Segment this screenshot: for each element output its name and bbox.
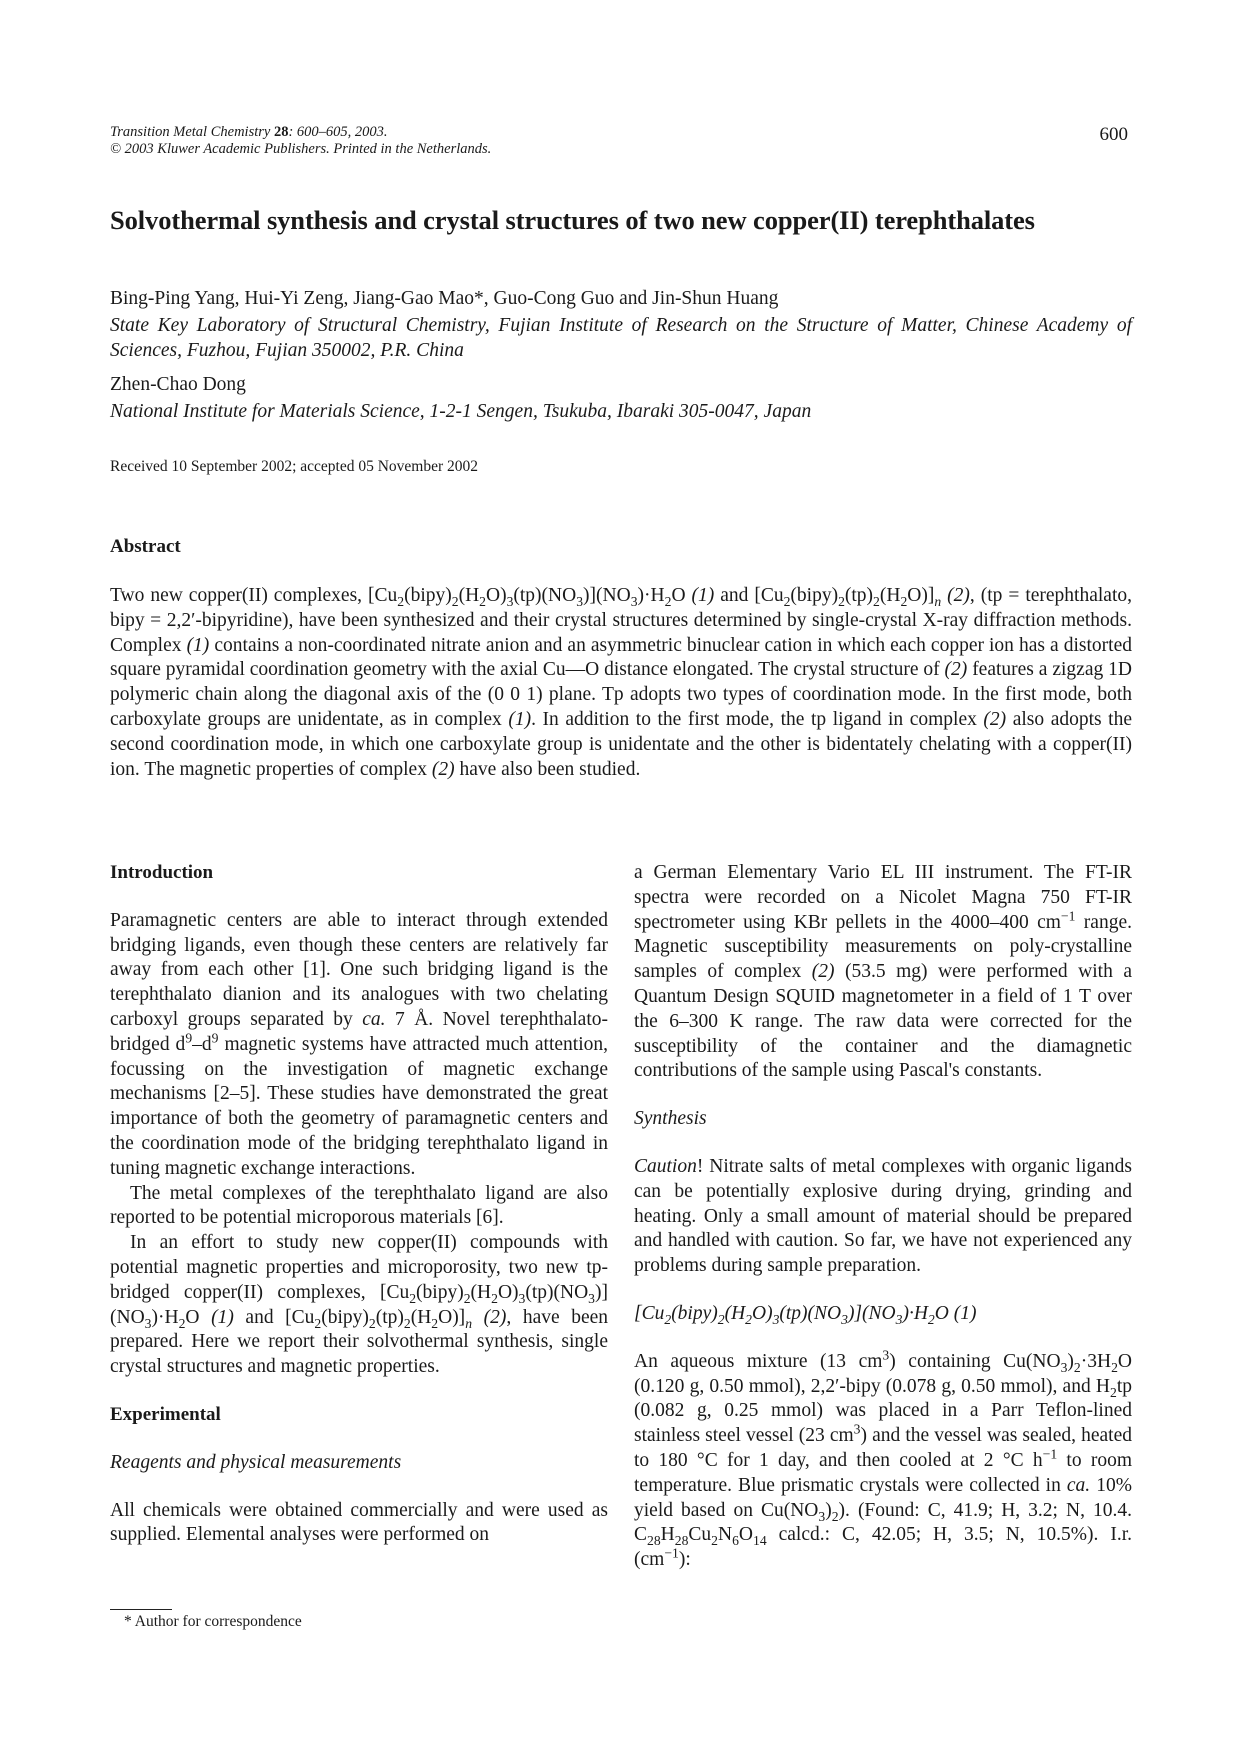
caution-paragraph: Caution! Nitrate salts of metal complexes with organic ligands can be potentially explosive during drying, grinding and heating. Only a small amount of material should be prepared and handled with caution. So far, we have not experienced any problems during sample preparation. (634, 1155, 1132, 1277)
author-list-2: Zhen-Chao Dong (110, 374, 246, 395)
affiliation-2: National Institute for Materials Science, 1-2-1 Sengen, Tsukuba, Ibaraki 305-0047, Japan (110, 401, 812, 422)
compound-1-heading: $[Cu_2(bipy)_2(H_2O)_3(tp)(NO_3)](NO_3)\cdot H_2O$ (1) (634, 1302, 977, 1327)
left-column (110, 861, 608, 1548)
synthesis-heading: Synthesis (634, 1108, 707, 1130)
intro-paragraph-1: Paramagnetic centers are able to interact through extended bridging ligands, even though these centers are relatively far away from each other [1]. One such bridging ligand is the terephthalato dianion and its analogues with two chelating carboxyl groups separated by ca. 7 Å. Novel terephthalato-bridged $d^9-d^9$ magnetic systems have attracted much attention, focussing on the investigation of magnetic exchange mechanisms [2–5]. These studies have demonstrated the great importance of both the geometry of paramagnetic centers and the coordination mode of the bridging terephthalato ligand in tuning magnetic exchange interactions. (110, 909, 608, 1179)
experimental-heading: Experimental (110, 1403, 221, 1425)
reagents-heading: Reagents and physical measurements (110, 1451, 402, 1473)
preparation-paragraph: An aqueous mixture (13 $cm^3$) containing $Cu(NO_3)_2\cdot 3H_2O$ (0.120 g, 0.50 mmol), 2,2′-bipy (0.078 g, 0.50 mmol), and $H_2tp$ (0.082 g, 0.25 mmol) was placed in a Parr Teflon-lined stainless steel vessel (23 $cm^3$) and the vessel was sealed, heated to 180 °C for 1 day, and then cooled at 2 °C $h^{-1}$ to room temperature. Blue prismatic crystals were collected in ca. 10% yield based on $Cu(NO_3)_2$). (Found: C, 41.9; H, 3.2; N, 10.4. $C_{28}H_{28}Cu_2N_6O_{14}$ calcd.: C, 42.05; H, 3.5; N, 10.5%). I.r. $(cm^{-1})$: (634, 1347, 1133, 1571)
introduction-heading: Introduction (110, 862, 214, 883)
reagents-paragraph: All chemicals were obtained commercially and were used as supplied. Elemental analyses were performed on (110, 1499, 608, 1546)
footnote-rule (110, 1609, 172, 1610)
footnote: * Author for correspondence (124, 1613, 302, 1630)
abstract-heading: Abstract (110, 536, 181, 557)
page-number: 600 (1099, 124, 1128, 145)
methods-paragraph: a German Elementary Vario EL III instrument. The FT-IR spectra were recorded on a Nicolet Magna 750 FT-IR spectrometer using KBr pellets in the 4000–400 $cm^{-1}$ range. Magnetic susceptibility measurements on poly-crystalline samples of complex (2) (53.5 mg) were performed with a Quantum Design SQUID magnetometer in a field of 1 T over the 6–300 K range. The raw data were corrected for the susceptibility of the container and the diamagnetic contributions of the sample using Pascal's constants. (634, 862, 1132, 1082)
affiliation: State Key Laboratory of Structural Chemistry, Fujian Institute of Research on the Structure of Matter, Chinese Academy of Sciences, Fuzhou, Fujian 350002, P.R. China (110, 315, 1132, 361)
intro-paragraph-3: In an effort to study new copper(II) compounds with potential magnetic properties and microporosity, two new tp-bridged copper(II) complexes, $[Cu_2(bipy)_2(H_2O)_3(tp)(NO_3)](NO_3)\cdot H_2O$ (1) and $[Cu_2(bipy)_2(tp)_2(H_2O)]_n$ (2), have been prepared. Here we report their solvothermal synthesis, single crystal structures and magnetic properties. (110, 1232, 609, 1378)
author-list: Bing-Ping Yang, Hui-Yi Zeng, Jiang-Gao Mao*, Guo-Cong Guo and Jin-Shun Huang (110, 288, 779, 309)
received-dates: Received 10 September 2002; accepted 05 November 2002 (110, 458, 479, 475)
abstract-body: Two new copper(II) complexes, $[Cu_2(bipy)_2(H_2O)_3(tp)(NO_3)](NO_3)\cdot H_2O$ (1) and $[Cu_2(bipy)_2(tp)_2(H_2O)]_n$ (2), (tp = terephthalato, bipy = 2,2′-bipyridine), have been synthesized and their crystal structures determined by single-crystal X-ray diffraction methods. Complex (1) contains a non-coordinated nitrate anion and an asymmetric binuclear cation in which each copper ion has a distorted square pyramidal coordination geometry with the axial Cu—O distance elongated. The crystal structure of (2) features a zigzag 1D polymeric chain along the diagonal axis of the (0 0 1) plane. Tp adopts two types of coordination mode. In the first mode, both carboxylate groups are unidentate, as in complex (1). In addition to the first mode, the tp ligand in complex (2) also adopts the second coordination mode, in which one carboxylate group is unidentate and the other is bidentately chelating with a copper(II) ion. The magnetic properties of complex (2) have also been studied. (110, 585, 1132, 780)
paper-title: Solvothermal synthesis and crystal structures of two new copper(II) terephthalates (110, 205, 1035, 235)
intro-paragraph-2: The metal complexes of the terephthalato ligand are also reported to be potential microporous materials [6]. (110, 1182, 608, 1229)
right-column (634, 861, 1132, 1573)
journal-citation: Transition Metal Chemistry 28: 600–605, 2003. © 2003 Kluwer Academic Publishers. Printed in the Netherlands. (110, 124, 492, 157)
